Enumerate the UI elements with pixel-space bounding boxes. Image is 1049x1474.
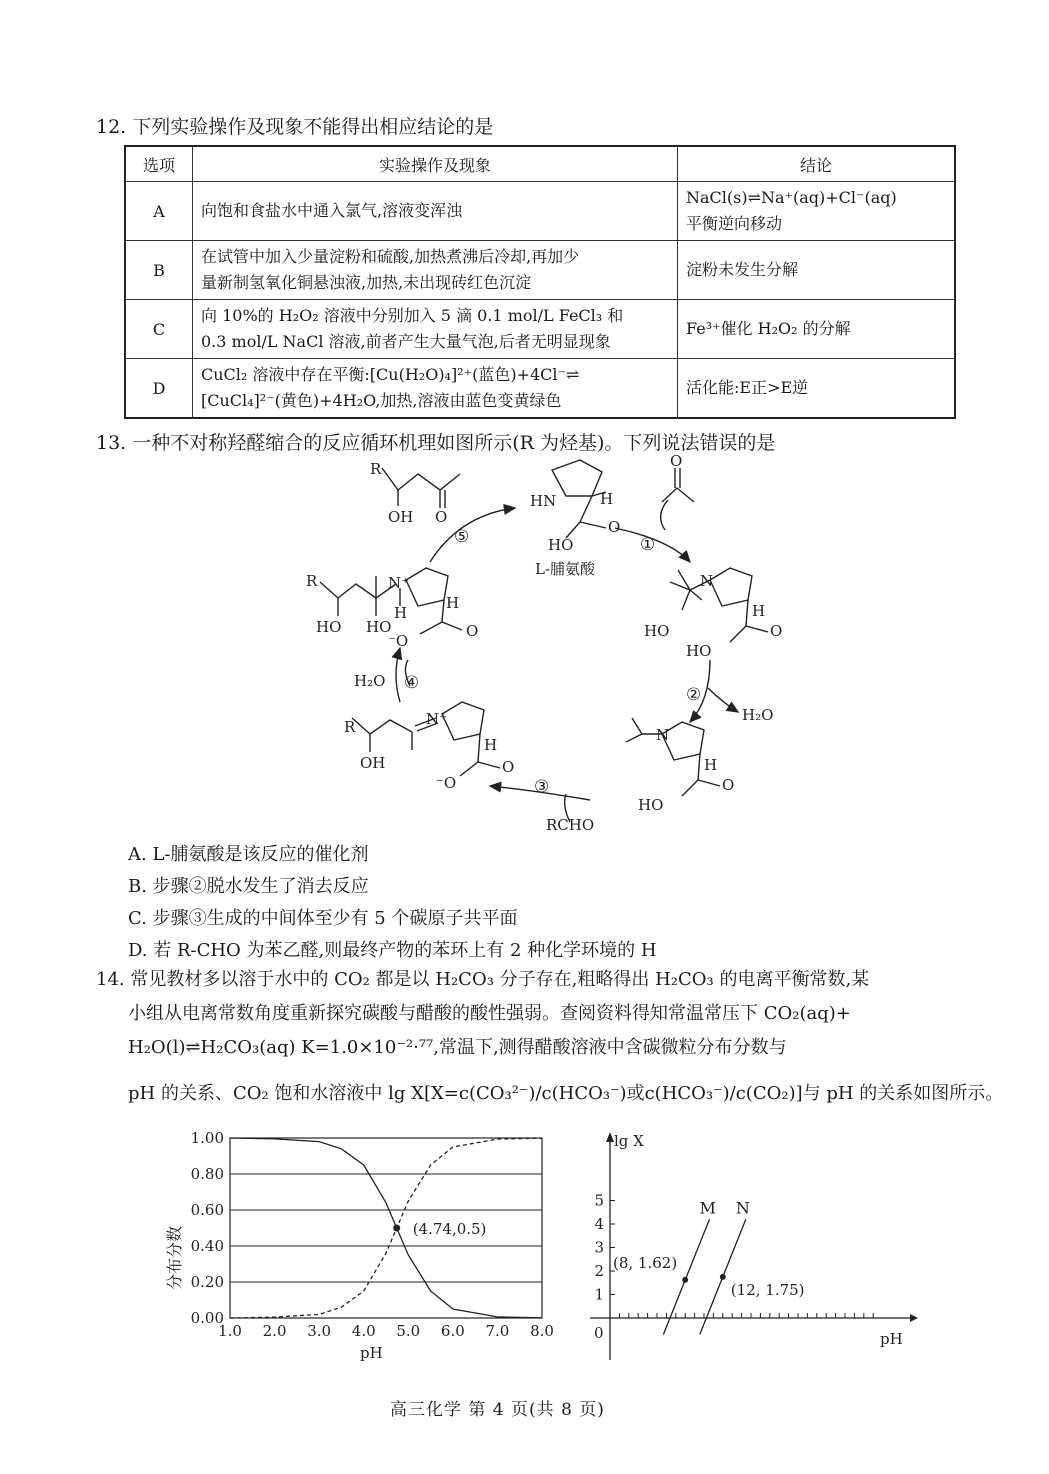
q13-option-c: C. 步骤③生成的中间体至少有 5 个碳原子共平面 [128,908,518,929]
y-tick-label: 1.00 [190,1129,224,1147]
table-row [125,241,955,300]
step-2-label: ② [686,685,702,705]
series-label-M: M [699,1198,716,1218]
r-label: R [370,460,382,478]
catalytic-cycle-diagram [290,450,810,840]
op-line: CuCl₂ 溶液中存在平衡:[Cu(H₂O)₄]²⁺(蓝色)+4Cl⁻⇌ [201,365,580,384]
q13-option-d: D. 若 R-CHO 为苯乙醛,则最终产物的苯环上有 2 种化学环境的 H [128,940,657,961]
ho-label: HO [686,642,712,660]
oh-label: OH [388,508,414,526]
table-row [125,182,955,241]
x-tick-label: 6.0 [440,1322,465,1340]
distribution-fraction-chart [150,1120,560,1370]
step-3-label: ③ [534,777,550,797]
header-operation: 实验操作及现象 [193,146,678,182]
row-conclusion [678,300,956,359]
q13-option-b: B. 步骤②脱水发生了消去反应 [128,876,369,897]
row-conclusion [678,359,956,419]
chart1-ylabel: 分布分数 [165,1225,184,1290]
o-label: O [770,622,783,640]
q12-table [124,145,956,419]
h-label: H [600,490,614,508]
annotation-point [720,1274,726,1280]
conclusion-line: Fe³⁺催化 H₂O₂ 的分解 [686,319,851,338]
nplus-label: N⁺ [426,710,448,728]
conclusion-line: 活化能:E正>E逆 [686,378,809,397]
table-header-row [125,146,955,182]
annotation-point [393,1225,400,1232]
ominus-label: ⁻O [388,632,409,650]
chart2-xlabel: pH [880,1330,903,1348]
y-tick-label: 3 [594,1238,604,1257]
y-tick-label: 4 [594,1215,604,1233]
q12-stem: 12. 下列实验操作及现象不能得出相应结论的是 [96,116,494,138]
o-label: O [670,452,683,470]
page-footer: 高三化学 第 4 页(共 8 页) [390,1400,605,1420]
r-label: R [306,572,318,590]
q13-stem: 13. 一种不对称羟醛缩合的反应循环机理如图所示(R 为烃基)。下列说法错误的是 [96,432,776,454]
op-line: 量新制氢氧化铜悬浊液,加热,未出现砖红色沉淀 [201,273,532,292]
catalyst-label: L-脯氨酸 [535,560,596,578]
row-operation [193,241,678,300]
x-tick-label: 3.0 [307,1322,332,1340]
x-tick-label: 1.0 [218,1322,242,1340]
op-line: 在试管中加入少量淀粉和硫酸,加热煮沸后冷却,再加少 [201,247,580,266]
step-4-label: ④ [404,673,420,693]
x-tick-label: 4.0 [351,1322,376,1340]
n-label: N [700,572,714,590]
conclusion-line: 平衡逆向移动 [686,214,783,233]
o-label: O [466,622,479,640]
row-label: A [125,182,193,241]
o-label: O [502,758,515,776]
op-line: 向饱和食盐水中通入氯气,溶液变浑浊 [201,201,463,220]
ho-label: HO [366,618,392,636]
chart2-ylabel: lg X [614,1132,644,1150]
row-label: D [125,359,193,419]
q14-line-4: pH 的关系、CO₂ 饱和水溶液中 lg X[X=c(CO₃²⁻)/c(HCO₃⁻)或c(HCO₃⁻)/c(CO₂)]与 pH 的关系如图所示。 [128,1083,1004,1104]
rcho-label: RCHO [546,816,595,834]
h2o-label: H₂O [354,672,386,690]
row-operation [193,359,678,419]
x-tick-label: 8.0 [530,1322,554,1340]
ho-label: HO [638,796,664,814]
ho-label: HO [548,536,574,554]
o-label: O [435,508,448,526]
h-label: H [446,594,460,612]
row-label: B [125,241,193,300]
table-row [125,300,955,359]
op-line: 向 10%的 H₂O₂ 溶液中分别加入 5 滴 0.1 mol/L FeCl₃ 和 [201,306,624,325]
y-axis-arrow [606,1132,614,1142]
row-operation [193,182,678,241]
row-conclusion [678,241,956,300]
header-option: 选项 [125,146,193,182]
h-label: H [704,756,718,774]
y-tick-label: 5 [594,1191,604,1210]
r-label: R [344,718,356,736]
y-tick-label: 0.00 [190,1309,224,1327]
h2o-label: H₂O [742,706,774,724]
conclusion-line: NaCl(s)⇌Na⁺(aq)+Cl⁻(aq) [686,188,897,207]
ho-label: HO [644,622,670,640]
oh-label: OH [360,754,386,772]
q14-line-2: 小组从电离常数角度重新探究碳酸与醋酸的酸性强弱。查阅资料得知常温常压下 CO₂(aq)+ [128,1003,851,1024]
n-label: N [656,726,670,744]
ho-label: HO [316,618,342,636]
row-label: C [125,300,193,359]
ominus-label: ⁻O [436,774,457,792]
o-label: O [722,776,735,794]
series-line-solid [230,1138,542,1318]
conclusion-line: 淀粉未发生分解 [686,260,799,279]
h-label: H [484,736,498,754]
y-tick-label: 0.60 [190,1201,224,1219]
annotation-label: (8, 1.62) [613,1253,678,1272]
x-axis-arrow [910,1314,918,1322]
x-tick-label: 7.0 [485,1322,510,1340]
q13-option-a: A. L-脯氨酸是该反应的催化剂 [128,844,369,865]
step-1-label: ① [640,535,656,555]
x-tick-label: 5.0 [396,1322,421,1340]
op-line: 0.3 mol/L NaCl 溶液,前者产生大量气泡,后者无明显现象 [201,332,611,351]
y-tick-label: 1 [594,1285,604,1304]
row-conclusion [678,182,956,241]
series-label-N: N [735,1198,750,1218]
header-conclusion: 结论 [678,146,956,182]
op-line: [CuCl₄]²⁻(黄色)+4H₂O,加热,溶液由蓝色变黄绿色 [201,391,562,410]
series-line-dashed [230,1138,542,1318]
q14-line-1: 14. 常见教材多以溶于水中的 CO₂ 都是以 H₂CO₃ 分子存在,粗略得出 H₂CO₃ 的电离平衡常数,某 [96,969,870,990]
nplus-label: N⁺ [388,574,410,592]
hn-label: HN [530,492,557,510]
annotation-label: (4.74,0.5) [412,1220,487,1238]
row-operation [193,300,678,359]
chart2-origin: 0 [594,1324,604,1342]
step-5-label: ⑤ [454,527,470,547]
chart1-xlabel: pH [360,1344,383,1362]
plot-frame [230,1138,542,1318]
h-label: H [752,602,766,620]
y-tick-label: 0.40 [190,1237,224,1255]
q14-line-3: H₂O(l)⇌H₂CO₃(aq) K=1.0×10⁻²·⁷⁷,常温下,测得醋酸溶液中含碳微粒分布分数与 [128,1037,787,1058]
table-row [125,359,955,419]
y-tick-label: 0.20 [190,1273,224,1291]
series-line-M [663,1219,709,1334]
annotation-point [682,1277,688,1283]
annotation-label: (12, 1.75) [730,1280,805,1299]
o-label: O [608,518,621,536]
h-label: H [394,604,408,622]
x-tick-label: 2.0 [262,1322,287,1340]
lgx-ph-chart [580,1120,930,1370]
y-tick-label: 2 [594,1262,604,1280]
y-tick-label: 0.80 [190,1165,224,1183]
